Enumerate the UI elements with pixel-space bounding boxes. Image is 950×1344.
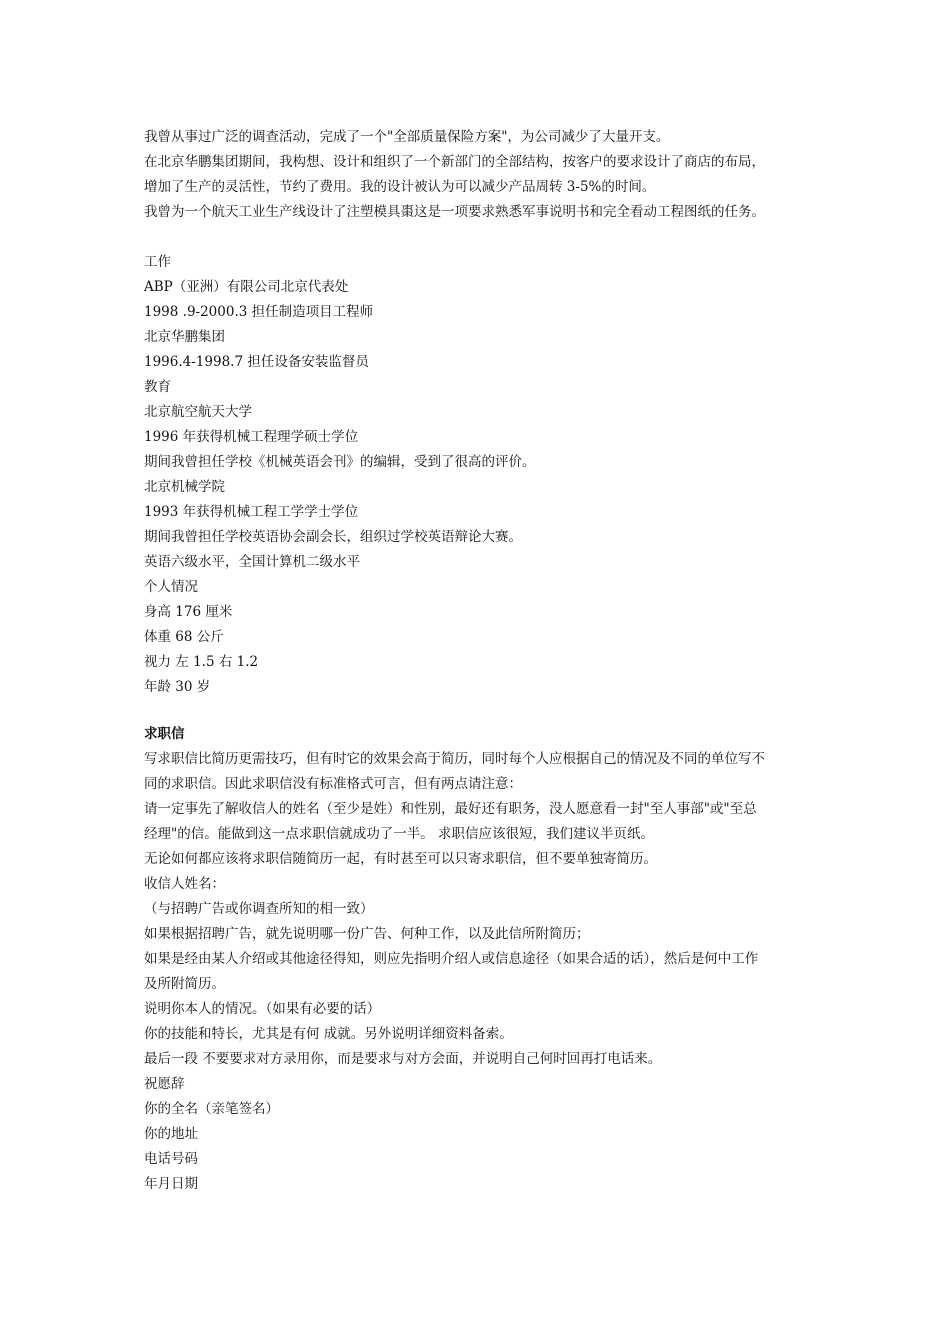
cover-letter-line: 你的地址 <box>144 1126 198 1142</box>
intro-line: 我曾从事过广泛的调查活动，完成了一个"全部质量保险方案"，为公司减少了大量开支。 <box>144 129 670 145</box>
resume-line: 1996 年获得机械工程理学硕士学位 <box>144 429 359 445</box>
resume-line: 1998 .9-2000.3 担任制造项目工程师 <box>144 304 374 320</box>
cover-letter-line: 最后一段 不要要求对方录用你，而是要求与对方会面，并说明自己何时回再打电话来。 <box>144 1051 662 1067</box>
resume-line: 北京机械学院 <box>144 479 225 495</box>
cover-letter-line: 如果是经由某人介绍或其他途径得知，则应先指明介绍人或信息途径（如果合适的话），然后是何中工作 <box>144 951 759 967</box>
cover-letter-line: 说明你本人的情况。（如果有必要的话） <box>144 1001 381 1017</box>
section-heading-work: 工作 <box>144 254 171 270</box>
cover-letter-line: 你的全名（亲笔签名） <box>144 1101 279 1117</box>
intro-line: 在北京华鹏集团期间，我构想、设计和组织了一个新部门的全部结构，按客户的要求设计了商店的布局， <box>144 154 765 170</box>
cover-letter-line: 请一定事先了解收信人的姓名（至少是姓）和性别，最好还有职务，没人愿意看一封"至人事部"或"至总 <box>144 801 757 817</box>
section-heading-personal: 个人情况 <box>144 579 198 595</box>
cover-letter-line: 年月日期 <box>144 1176 198 1192</box>
cover-letter-line: 你的技能和特长，尤其是有何 成就。另外说明详细资料备索。 <box>144 1026 513 1042</box>
cover-letter-line: 经理"的信。能做到这一点求职信就成功了一半。 求职信应该很短，我们建议半页纸。 <box>144 826 654 842</box>
intro-line: 增加了生产的灵活性，节约了费用。我的设计被认为可以减少产品周转 3-5%的时间。 <box>144 179 656 195</box>
resume-line: 视力 左 1.5 右 1.2 <box>144 654 259 670</box>
resume-line: 1993 年获得机械工程工学学士学位 <box>144 504 359 520</box>
cover-letter-line: 写求职信比简历更需技巧，但有时它的效果会高于简历，同时每个人应根据自己的情况及不同的单位写不 <box>144 751 765 767</box>
resume-line: 身高 176 厘米 <box>144 604 233 620</box>
resume-line: 期间我曾担任学校《机械英语会刊》的编辑，受到了很高的评价。 <box>144 454 536 470</box>
resume-line: 期间我曾担任学校英语协会副会长，组织过学校英语辩论大赛。 <box>144 529 522 545</box>
cover-letter-line: 收信人姓名： <box>144 876 225 892</box>
resume-line: ABP（亚洲）有限公司北京代表处 <box>144 279 349 295</box>
resume-line: 体重 68 公斤 <box>144 629 224 645</box>
cover-letter-line: 及所附简历。 <box>144 976 225 992</box>
cover-letter-line: 无论如何都应该将求职信随简历一起，有时甚至可以只寄求职信，但不要单独寄简历。 <box>144 851 657 867</box>
cover-letter-line: 电话号码 <box>144 1151 198 1167</box>
resume-line: 北京航空航天大学 <box>144 404 252 420</box>
cover-letter-heading: 求职信 <box>144 726 185 742</box>
cover-letter-line: 祝愿辞 <box>144 1076 185 1092</box>
section-heading-education: 教育 <box>144 379 171 395</box>
intro-line: 我曾为一个航天工业生产线设计了注塑模具棗这是一项要求熟悉军事说明书和完全看动工程图纸的任务。 <box>144 204 765 220</box>
cover-letter-line: 如果根据招聘广告，就先说明哪一份广告、何种工作，以及此信所附简历； <box>144 926 590 942</box>
resume-line: 英语六级水平，全国计算机二级水平 <box>144 554 360 570</box>
cover-letter-line: （与招聘广告或你调查所知的相一致） <box>144 901 374 917</box>
resume-line: 北京华鹏集团 <box>144 329 225 345</box>
cover-letter-line: 同的求职信。因此求职信没有标准格式可言，但有两点请注意： <box>144 776 522 792</box>
resume-line: 年龄 30 岁 <box>144 679 211 695</box>
resume-line: 1996.4-1998.7 担任设备安装监督员 <box>144 354 369 370</box>
